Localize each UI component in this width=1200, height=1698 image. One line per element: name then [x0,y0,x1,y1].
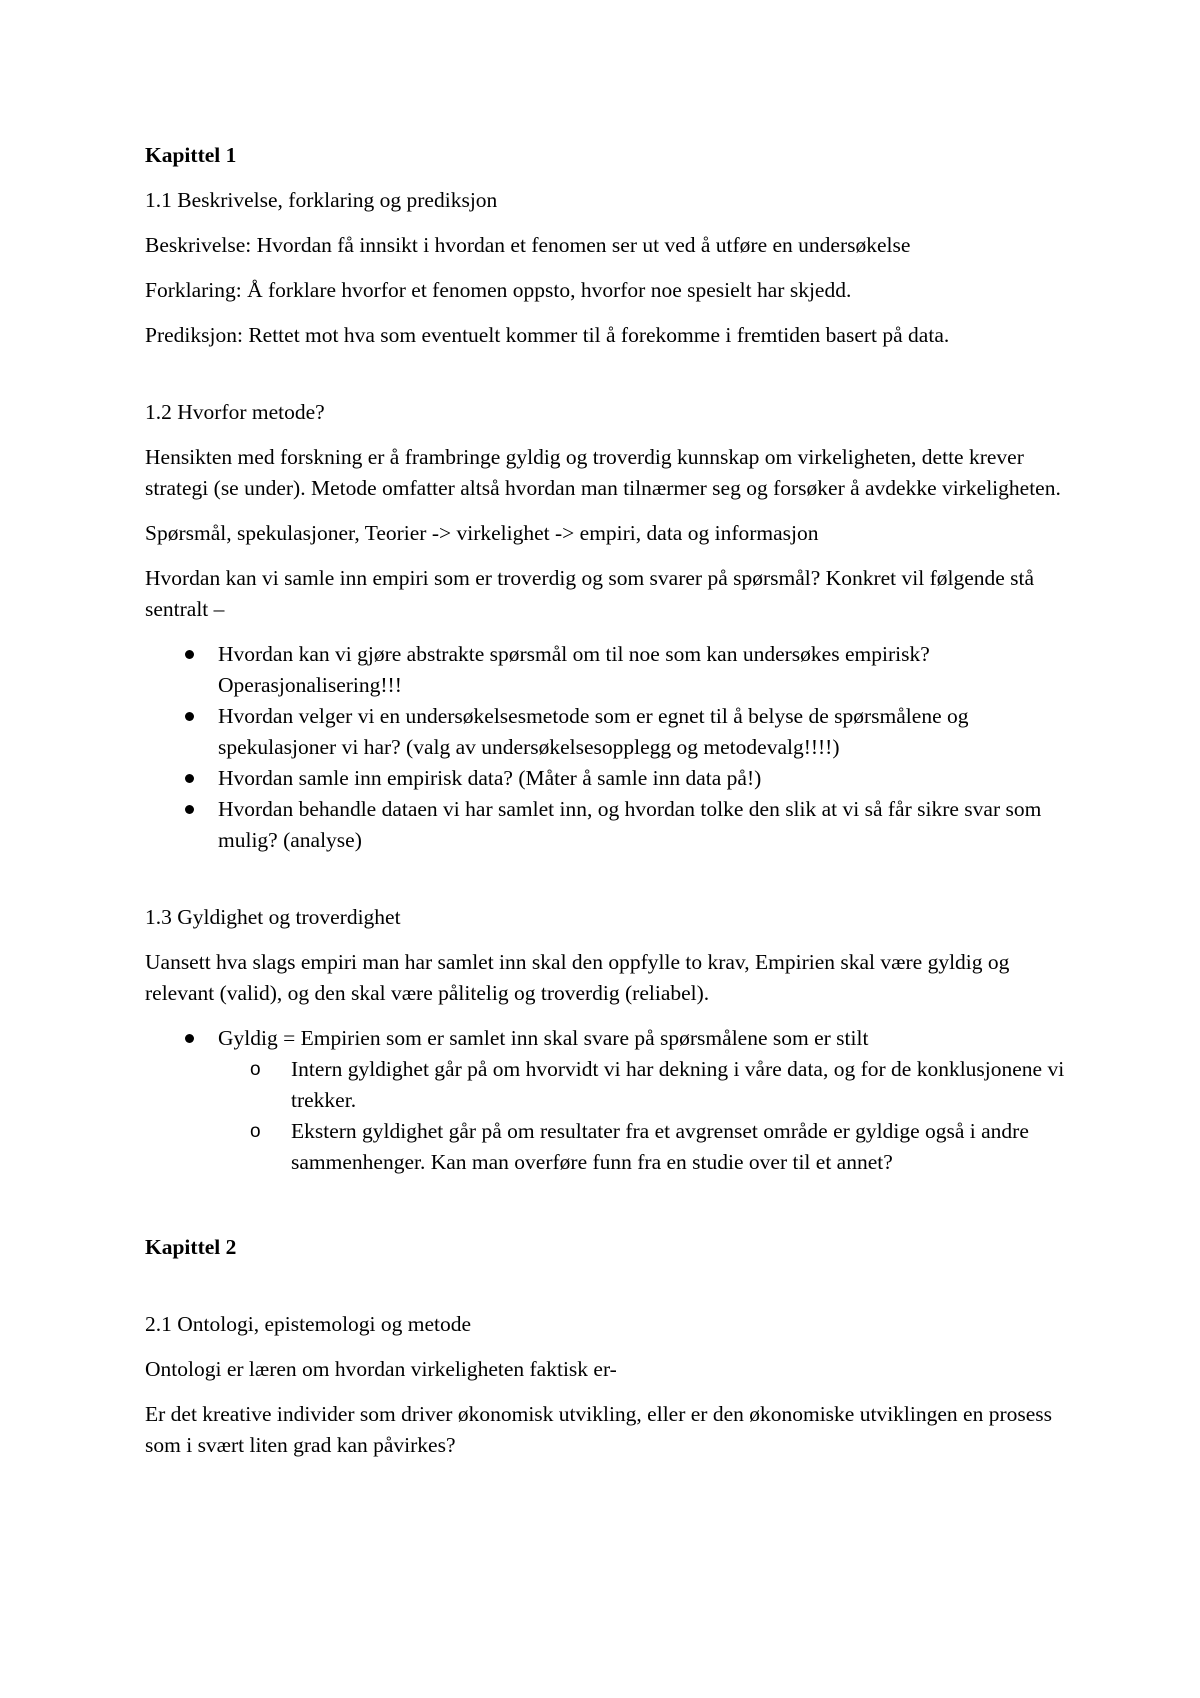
paragraph-forklaring: Forklaring: Å forklare hvorfor et fenomen oppsto, hvorfor noe spesielt har skjedd. [145,278,852,302]
list-item [145,701,1075,763]
sub-list-item [218,1116,1075,1178]
list-item-text: Hvordan velger vi en undersøkelsesmetode som er egnet til å belyse de spørsmålene og spekulasjoner vi har? (valg av undersøkelsesopplegg og metodevalg!!!!) [218,704,969,759]
bullet-icon [185,712,194,721]
paragraph-hvordan-samle: Hvordan kan vi samle inn empiri som er troverdig og som svarer på spørsmål? Konkret vil følgende stå sentralt – [145,566,1035,621]
circle-bullet-icon: o [250,1059,261,1080]
section-1-2-title: 1.2 Hvorfor metode? [145,400,325,424]
paragraph-beskrivelse: Beskrivelse: Hvordan få innsikt i hvordan et fenomen ser ut ved å utføre en undersøkelse [145,233,911,257]
sub-bullet-list [218,1054,1075,1178]
list-item [145,639,1075,701]
bullet-icon [185,1034,194,1043]
list-item-text: Hvordan kan vi gjøre abstrakte spørsmål om til noe som kan undersøkes empirisk? Operasjonalisering!!! [218,642,930,697]
circle-bullet-icon: o [250,1121,261,1142]
list-item-text: Gyldig = Empirien som er samlet inn skal svare på spørsmålene som er stilt [218,1026,869,1050]
bullet-icon [185,774,194,783]
list-item-text: Hvordan behandle dataen vi har samlet inn, og hvordan tolke den slik at vi så får sikre svar som mulig? (analyse) [218,797,1042,852]
list-item [145,763,1075,794]
bullet-list-metode [145,639,1075,856]
chapter-1-heading: Kapittel 1 [145,143,237,167]
bullet-list-gyldighet [145,1023,1075,1178]
paragraph-uansett: Uansett hva slags empiri man har samlet inn skal den oppfylle to krav, Empirien skal være gyldig og relevant (valid), og den skal være pålitelig og troverdig (reliabel). [145,950,1010,1005]
list-item-text: Hvordan samle inn empirisk data? (Måter å samle inn data på!) [218,766,762,790]
section-1-1-title: 1.1 Beskrivelse, forklaring og prediksjon [145,188,498,212]
blank-line [145,365,1075,397]
list-item [145,794,1075,856]
chapter-2-heading: Kapittel 2 [145,1235,237,1259]
blank-line [145,1192,1075,1232]
list-item [145,1023,1075,1178]
blank-line [145,870,1075,902]
paragraph-prediksjon: Prediksjon: Rettet mot hva som eventuelt kommer til å forekomme i fremtiden basert på data. [145,323,950,347]
paragraph-sporsmal: Spørsmål, spekulasjoner, Teorier -> virkelighet -> empiri, data og informasjon [145,521,819,545]
sub-list-item [218,1054,1075,1116]
paragraph-kreative-individer: Er det kreative individer som driver økonomisk utvikling, eller er den økonomiske utviklingen en prosess som i svært liten grad kan påvirkes? [145,1402,1052,1457]
section-2-1-title: 2.1 Ontologi, epistemologi og metode [145,1312,472,1336]
bullet-icon [185,805,194,814]
section-1-3-title: 1.3 Gyldighet og troverdighet [145,905,401,929]
sub-list-item-text: Ekstern gyldighet går på om resultater fra et avgrenset område er gyldige også i andre sammenhenger. Kan man overføre funn fra en studie over til et annet? [291,1119,1029,1174]
sub-list-item-text: Intern gyldighet går på om hvorvidt vi har dekning i våre data, og for de konklusjonene vi trekker. [291,1057,1065,1112]
paragraph-ontologi: Ontologi er læren om hvordan virkeligheten faktisk er- [145,1357,617,1381]
document-body [145,140,1075,1475]
bullet-icon [185,650,194,659]
paragraph-hensikten: Hensikten med forskning er å frambringe gyldig og troverdig kunnskap om virkeligheten, dette krever strategi (se under). Metode omfatter altså hvordan man tilnærmer seg og forsøker å avdekke virkeligheten. [145,445,1061,500]
blank-line [145,1277,1075,1309]
